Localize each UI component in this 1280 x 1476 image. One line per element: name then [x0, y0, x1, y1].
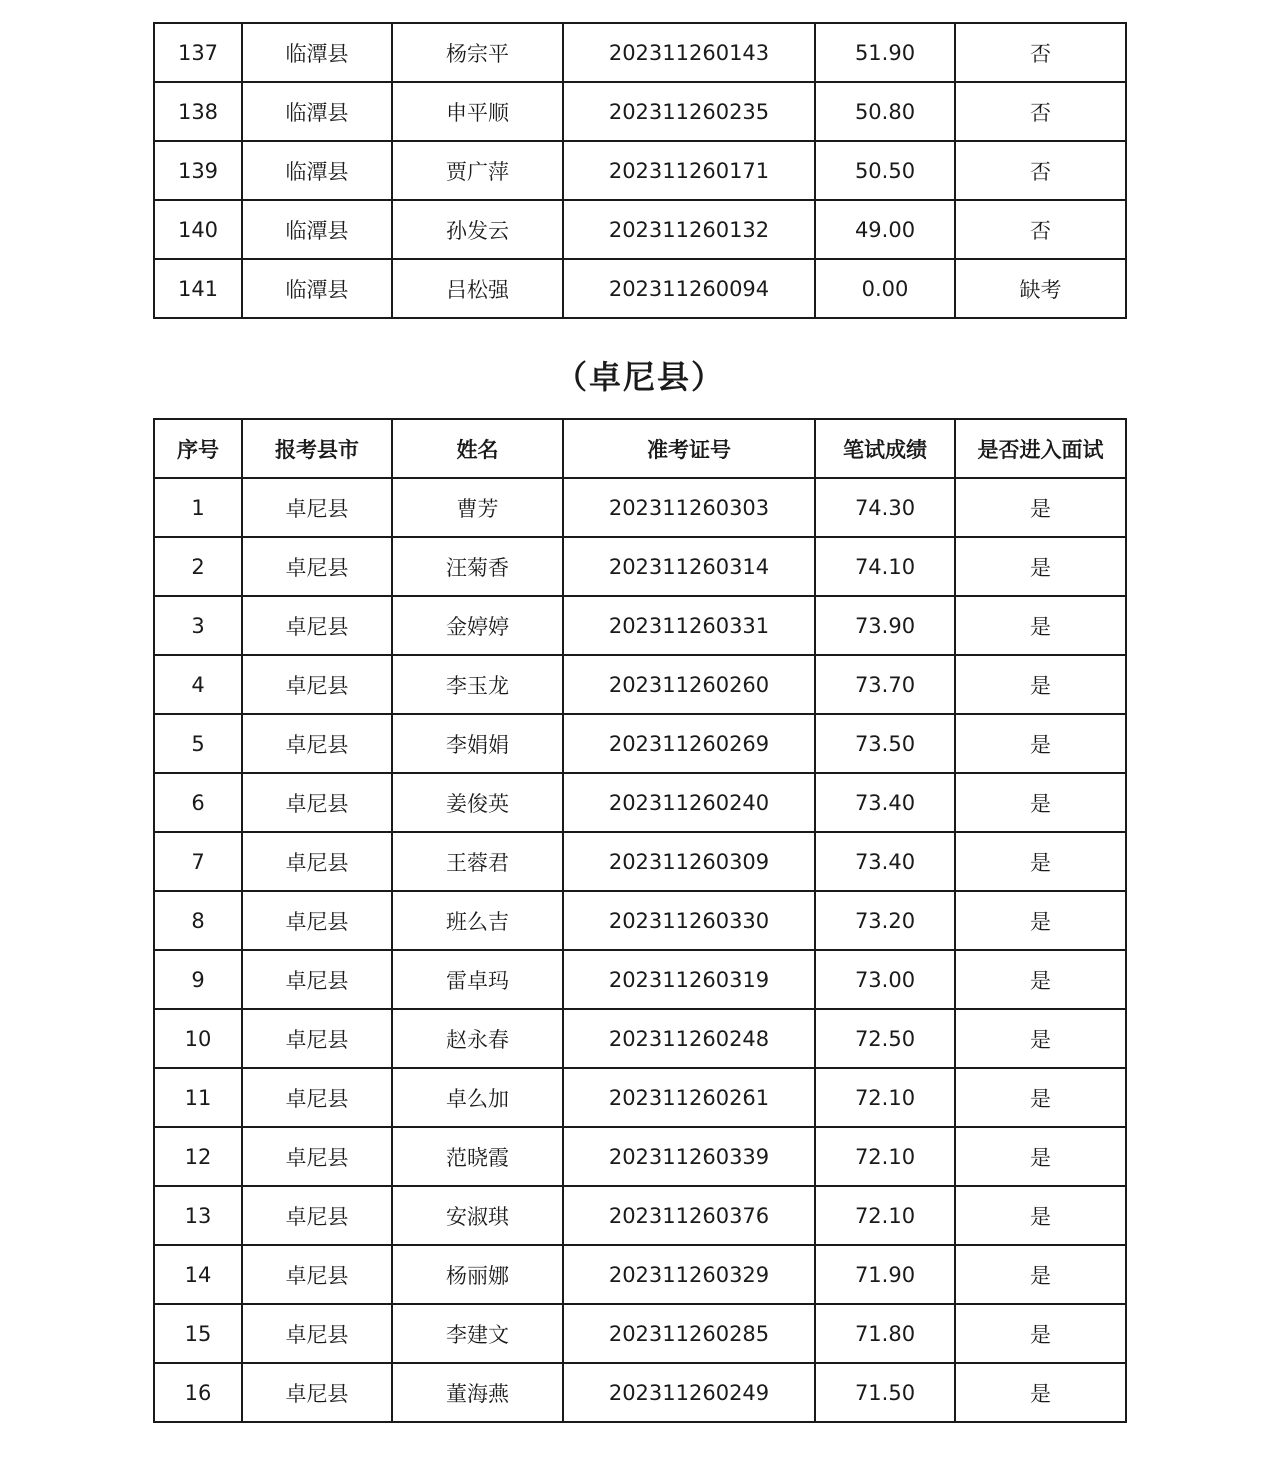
table-row	[154, 832, 1126, 891]
cell-name: 杨丽娜	[392, 1245, 563, 1304]
cell-exam-id: 202311260314	[563, 537, 815, 596]
cell-score: 51.90	[815, 23, 955, 82]
cell-name: 金婷婷	[392, 596, 563, 655]
cell-county: 卓尼县	[242, 1363, 392, 1422]
cell-exam-id: 202311260143	[563, 23, 815, 82]
cell-interview: 是	[955, 478, 1126, 537]
cell-exam-id: 202311260261	[563, 1068, 815, 1127]
cell-county: 卓尼县	[242, 537, 392, 596]
header-exam-id: 准考证号	[563, 419, 815, 478]
cell-interview: 是	[955, 1245, 1126, 1304]
cell-exam-id: 202311260376	[563, 1186, 815, 1245]
table-row	[154, 537, 1126, 596]
cell-score: 73.40	[815, 773, 955, 832]
cell-name: 赵永春	[392, 1009, 563, 1068]
table-row	[154, 478, 1126, 537]
table-row	[154, 1186, 1126, 1245]
cell-interview: 是	[955, 655, 1126, 714]
table-row	[154, 655, 1126, 714]
cell-score: 73.50	[815, 714, 955, 773]
cell-exam-id: 202311260269	[563, 714, 815, 773]
cell-exam-id: 202311260235	[563, 82, 815, 141]
cell-county: 卓尼县	[242, 773, 392, 832]
table-row	[154, 891, 1126, 950]
cell-score: 50.80	[815, 82, 955, 141]
cell-serial: 2	[154, 537, 242, 596]
header-interview: 是否进入面试	[955, 419, 1126, 478]
cell-score: 73.20	[815, 891, 955, 950]
cell-county: 卓尼县	[242, 1009, 392, 1068]
cell-name: 王蓉君	[392, 832, 563, 891]
cell-score: 73.70	[815, 655, 955, 714]
cell-score: 50.50	[815, 141, 955, 200]
cell-interview: 是	[955, 1304, 1126, 1363]
cell-county: 临潭县	[242, 200, 392, 259]
cell-exam-id: 202311260331	[563, 596, 815, 655]
cell-name: 申平顺	[392, 82, 563, 141]
cell-serial: 4	[154, 655, 242, 714]
table-row	[154, 1068, 1126, 1127]
cell-county: 卓尼县	[242, 1127, 392, 1186]
cell-interview: 是	[955, 891, 1126, 950]
cell-serial: 141	[154, 259, 242, 318]
cell-name: 杨宗平	[392, 23, 563, 82]
cell-name: 董海燕	[392, 1363, 563, 1422]
cell-exam-id: 202311260309	[563, 832, 815, 891]
cell-score: 71.50	[815, 1363, 955, 1422]
cell-serial: 140	[154, 200, 242, 259]
cell-exam-id: 202311260260	[563, 655, 815, 714]
cell-county: 卓尼县	[242, 714, 392, 773]
cell-interview: 是	[955, 1363, 1126, 1422]
cell-serial: 11	[154, 1068, 242, 1127]
cell-county: 卓尼县	[242, 832, 392, 891]
table-row	[154, 1245, 1126, 1304]
cell-interview: 是	[955, 773, 1126, 832]
table-row	[154, 1127, 1126, 1186]
main-score-table	[153, 418, 1127, 1423]
cell-interview: 是	[955, 537, 1126, 596]
table-row	[154, 1363, 1126, 1422]
cell-serial: 15	[154, 1304, 242, 1363]
table-row	[154, 82, 1126, 141]
header-name: 姓名	[392, 419, 563, 478]
cell-serial: 1	[154, 478, 242, 537]
cell-name: 曹芳	[392, 478, 563, 537]
cell-name: 汪菊香	[392, 537, 563, 596]
cell-serial: 12	[154, 1127, 242, 1186]
top-table-body	[154, 23, 1126, 318]
cell-exam-id: 202311260339	[563, 1127, 815, 1186]
cell-interview: 是	[955, 1068, 1126, 1127]
cell-serial: 3	[154, 596, 242, 655]
table-row	[154, 950, 1126, 1009]
cell-exam-id: 202311260329	[563, 1245, 815, 1304]
cell-name: 孙发云	[392, 200, 563, 259]
cell-county: 临潭县	[242, 82, 392, 141]
header-score: 笔试成绩	[815, 419, 955, 478]
cell-serial: 13	[154, 1186, 242, 1245]
cell-serial: 10	[154, 1009, 242, 1068]
header-row	[154, 419, 1126, 478]
cell-county: 临潭县	[242, 141, 392, 200]
table-row	[154, 23, 1126, 82]
table-row	[154, 259, 1126, 318]
cell-exam-id: 202311260240	[563, 773, 815, 832]
cell-score: 74.10	[815, 537, 955, 596]
cell-county: 卓尼县	[242, 950, 392, 1009]
header-serial: 序号	[154, 419, 242, 478]
cell-score: 72.10	[815, 1127, 955, 1186]
cell-name: 吕松强	[392, 259, 563, 318]
table-row	[154, 773, 1126, 832]
cell-exam-id: 202311260094	[563, 259, 815, 318]
cell-serial: 137	[154, 23, 242, 82]
cell-name: 贾广萍	[392, 141, 563, 200]
cell-serial: 5	[154, 714, 242, 773]
cell-score: 72.10	[815, 1186, 955, 1245]
main-table-body	[154, 478, 1126, 1422]
cell-name: 李玉龙	[392, 655, 563, 714]
cell-exam-id: 202311260285	[563, 1304, 815, 1363]
cell-interview: 缺考	[955, 259, 1126, 318]
cell-interview: 是	[955, 1009, 1126, 1068]
cell-exam-id: 202311260330	[563, 891, 815, 950]
cell-interview: 否	[955, 23, 1126, 82]
cell-county: 卓尼县	[242, 478, 392, 537]
cell-exam-id: 202311260249	[563, 1363, 815, 1422]
cell-interview: 是	[955, 950, 1126, 1009]
cell-serial: 6	[154, 773, 242, 832]
top-score-table	[153, 22, 1127, 319]
cell-interview: 否	[955, 82, 1126, 141]
cell-county: 卓尼县	[242, 655, 392, 714]
cell-score: 71.90	[815, 1245, 955, 1304]
cell-name: 姜俊英	[392, 773, 563, 832]
cell-score: 72.10	[815, 1068, 955, 1127]
cell-serial: 139	[154, 141, 242, 200]
cell-county: 临潭县	[242, 23, 392, 82]
cell-interview: 是	[955, 832, 1126, 891]
cell-exam-id: 202311260248	[563, 1009, 815, 1068]
cell-interview: 否	[955, 200, 1126, 259]
cell-county: 临潭县	[242, 259, 392, 318]
cell-county: 卓尼县	[242, 1186, 392, 1245]
table-row	[154, 714, 1126, 773]
cell-interview: 是	[955, 1186, 1126, 1245]
cell-score: 72.50	[815, 1009, 955, 1068]
cell-score: 71.80	[815, 1304, 955, 1363]
cell-interview: 否	[955, 141, 1126, 200]
cell-county: 卓尼县	[242, 1245, 392, 1304]
cell-exam-id: 202311260319	[563, 950, 815, 1009]
cell-county: 卓尼县	[242, 596, 392, 655]
cell-exam-id: 202311260171	[563, 141, 815, 200]
cell-name: 范晓霞	[392, 1127, 563, 1186]
table-row	[154, 200, 1126, 259]
cell-county: 卓尼县	[242, 1068, 392, 1127]
cell-interview: 是	[955, 714, 1126, 773]
cell-exam-id: 202311260132	[563, 200, 815, 259]
cell-score: 73.90	[815, 596, 955, 655]
cell-name: 李娟娟	[392, 714, 563, 773]
table-row	[154, 596, 1126, 655]
cell-serial: 16	[154, 1363, 242, 1422]
cell-score: 0.00	[815, 259, 955, 318]
cell-county: 卓尼县	[242, 1304, 392, 1363]
cell-exam-id: 202311260303	[563, 478, 815, 537]
section-title: （卓尼县）	[554, 358, 725, 396]
cell-name: 班么吉	[392, 891, 563, 950]
cell-serial: 8	[154, 891, 242, 950]
cell-score: 73.40	[815, 832, 955, 891]
cell-score: 73.00	[815, 950, 955, 1009]
cell-name: 李建文	[392, 1304, 563, 1363]
cell-score: 49.00	[815, 200, 955, 259]
cell-name: 安淑琪	[392, 1186, 563, 1245]
table-row	[154, 1304, 1126, 1363]
cell-serial: 138	[154, 82, 242, 141]
cell-serial: 14	[154, 1245, 242, 1304]
cell-interview: 是	[955, 596, 1126, 655]
cell-serial: 9	[154, 950, 242, 1009]
cell-name: 卓么加	[392, 1068, 563, 1127]
header-county: 报考县市	[242, 419, 392, 478]
table-row	[154, 1009, 1126, 1068]
cell-serial: 7	[154, 832, 242, 891]
cell-score: 74.30	[815, 478, 955, 537]
table-row	[154, 141, 1126, 200]
cell-county: 卓尼县	[242, 891, 392, 950]
cell-name: 雷卓玛	[392, 950, 563, 1009]
cell-interview: 是	[955, 1127, 1126, 1186]
